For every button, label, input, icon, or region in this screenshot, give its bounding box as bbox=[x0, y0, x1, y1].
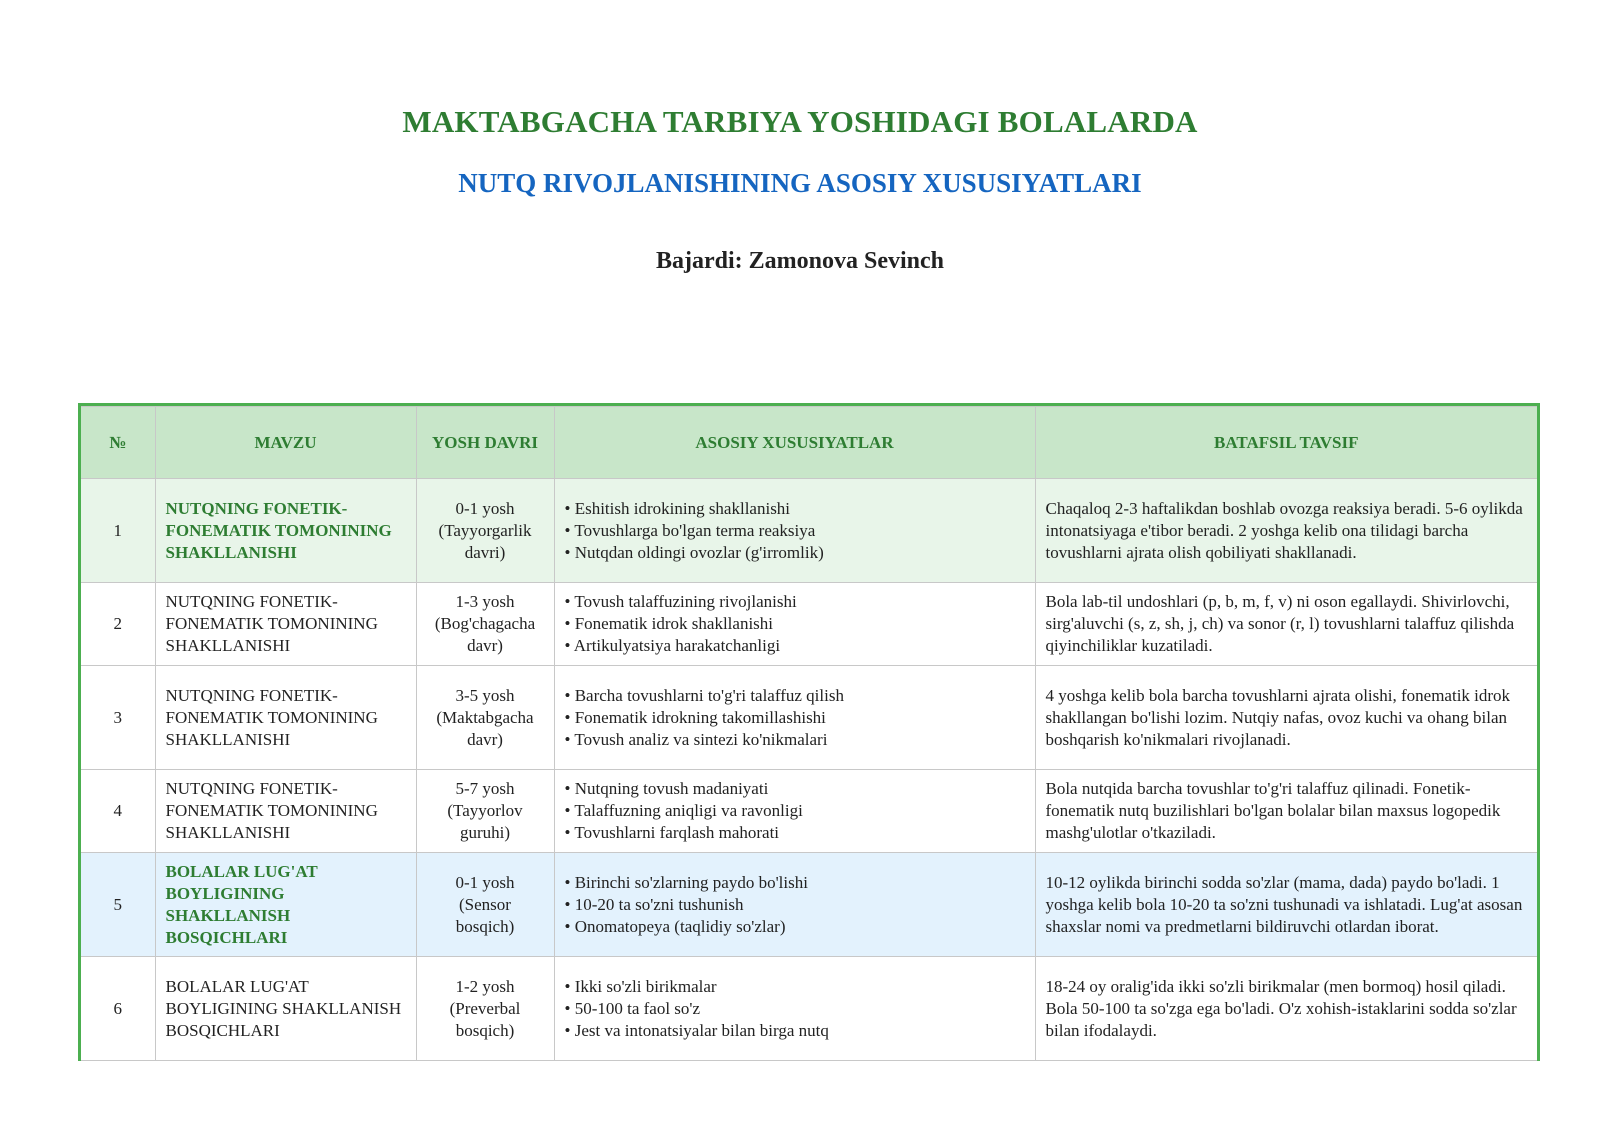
row-number: 1 bbox=[81, 479, 155, 583]
feature-item: • Nutqdan oldingi ovozlar (g'irromlik) bbox=[564, 542, 824, 562]
author-line: Bajardi: Zamonova Sevinch bbox=[655, 248, 945, 274]
header-age-period: YOSH DAVRI bbox=[416, 407, 554, 479]
row-features bbox=[554, 957, 1035, 1061]
table-header-row bbox=[81, 407, 1537, 479]
feature-item: • Nutqning tovush madaniyati bbox=[564, 779, 769, 798]
table-row bbox=[81, 666, 1537, 770]
row-description: Bola lab-til undoshlari (p, b, m, f, v) ni oson egallaydi. Shivirlovchi, sirg'aluvchi (s, z, sh, j, ch) va sonor (r, l) tovushlarni talaffuz qilishda qiyinchiliklar kuzatiladi. bbox=[1035, 583, 1537, 666]
document-subtitle: NUTQ RIVOJLANISHINING ASOSIY XUSUSIYATLARI bbox=[458, 168, 1142, 198]
row-topic: NUTQNING FONETIK-FONEMATIK TOMONINING SHAKLLANISHI bbox=[155, 583, 416, 666]
feature-item: • Tovushlarni farqlash mahorati bbox=[564, 823, 780, 842]
feature-item: • Tovush analiz va sintezi ko'nikmalari bbox=[564, 729, 828, 749]
feature-item: • Tovush talaffuzining rivojlanishi bbox=[564, 592, 797, 611]
row-number: 2 bbox=[81, 583, 155, 666]
feature-item: • 50-100 ta faol so'z bbox=[564, 998, 701, 1018]
age-period-name: (Tayyorgarlik bbox=[438, 520, 532, 540]
row-number: 6 bbox=[81, 957, 155, 1061]
row-topic: NUTQNING FONETIK-FONEMATIK TOMONINING SHAKLLANISHI bbox=[155, 770, 416, 853]
age-period-suffix: guruhi) bbox=[459, 823, 511, 842]
feature-item: • Fonematik idrokning takomillashishi bbox=[564, 707, 826, 727]
table-row bbox=[81, 479, 1537, 583]
table-row bbox=[81, 853, 1537, 957]
feature-item: • Fonematik idrok shakllanishi bbox=[564, 614, 774, 633]
row-number: 3 bbox=[81, 666, 155, 770]
feature-item: • Artikulyatsiya harakatchanligi bbox=[564, 636, 781, 655]
row-features bbox=[554, 583, 1035, 666]
age-range: 0-1 yosh bbox=[455, 498, 515, 518]
row-description: 4 yoshga kelib bola barcha tovushlarni ajrata olishi, fonematik idrok shakllangan bo'lishi lozim. Nutqiy nafas, ovoz kuchi va ohang bilan boshqarish ko'nikmalari rivojlanadi. bbox=[1035, 666, 1537, 770]
row-age bbox=[416, 583, 554, 666]
feature-item: • Jest va intonatsiyalar bilan birga nutq bbox=[564, 1020, 829, 1040]
feature-item: • Birinchi so'zlarning paydo bo'lishi bbox=[564, 872, 808, 892]
row-age bbox=[416, 479, 554, 583]
feature-item: • Tovushlarga bo'lgan terma reaksiya bbox=[564, 520, 816, 540]
row-features bbox=[554, 770, 1035, 853]
features-table-container bbox=[78, 403, 1540, 1061]
age-range: 5-7 yosh bbox=[455, 779, 515, 798]
row-number: 4 bbox=[81, 770, 155, 853]
row-topic: NUTQNING FONETIK-FONEMATIK TOMONINING SHAKLLANISHI bbox=[155, 479, 416, 583]
age-period-name: (Maktabgacha bbox=[436, 707, 534, 727]
row-topic: NUTQNING FONETIK-FONEMATIK TOMONINING SHAKLLANISHI bbox=[155, 666, 416, 770]
table-row bbox=[81, 583, 1537, 666]
feature-item: • Ikki so'zli birikmalar bbox=[564, 976, 717, 996]
row-age bbox=[416, 770, 554, 853]
row-description: Bola nutqida barcha tovushlar to'g'ri talaffuz qilinadi. Fonetik-fonematik nutq buzilishlari bo'lgan bolalar bilan maxsus logopedik mashg'ulotlar o'tkaziladi. bbox=[1035, 770, 1537, 853]
row-description: Chaqaloq 2-3 haftalikdan boshlab ovozga reaksiya beradi. 5-6 oylikda intonatsiyaga e'tibor beradi. 2 yoshga kelib ona tilidagi barcha tovushlarni ajrata olish qobiliyati shakllanadi. bbox=[1035, 479, 1537, 583]
age-period-suffix: bosqich) bbox=[455, 1020, 515, 1040]
feature-item: • 10-20 ta so'zni tushunish bbox=[564, 894, 744, 914]
header-main-features: ASOSIY XUSUSIYATLAR bbox=[554, 407, 1035, 479]
features-table bbox=[81, 406, 1537, 1061]
age-period-name: (Bog'chagacha bbox=[434, 614, 536, 633]
header-detailed-description: BATAFSIL TAVSIF bbox=[1035, 407, 1537, 479]
feature-item: • Barcha tovushlarni to'g'ri talaffuz qilish bbox=[564, 685, 844, 705]
table-body bbox=[81, 479, 1537, 1061]
feature-item: • Talaffuzning aniqligi va ravonligi bbox=[564, 801, 803, 820]
age-period-suffix: davr) bbox=[467, 729, 503, 749]
age-period-suffix: davr) bbox=[467, 636, 503, 655]
header-number: № bbox=[81, 407, 155, 479]
age-range: 3-5 yosh bbox=[455, 685, 515, 705]
age-range: 1-3 yosh bbox=[455, 592, 515, 611]
row-age bbox=[416, 666, 554, 770]
row-description: 10-12 oylikda birinchi sodda so'zlar (mama, dada) paydo bo'ladi. 1 yoshga kelib bola 10-20 ta so'zni tushunadi va ishlatadi. Lug'at asosan shaxslar nomi va predmetlarni bildiruvchi otlardan iborat. bbox=[1035, 853, 1537, 957]
row-topic: BOLALAR LUG'AT BOYLIGINING SHAKLLANISH BOSQICHLARI bbox=[155, 853, 416, 957]
table-row bbox=[81, 770, 1537, 853]
table-row bbox=[81, 957, 1537, 1061]
age-period-name: (Sensor bbox=[459, 894, 511, 914]
row-number: 5 bbox=[81, 853, 155, 957]
row-description: 18-24 oy oralig'ida ikki so'zli birikmalar (men bormoq) hosil qiladi. Bola 50-100 ta so'zga ega bo'ladi. O'z xohish-istaklarini sodda so'zlar bilan ifodalaydi. bbox=[1035, 957, 1537, 1061]
feature-item: • Onomatopeya (taqlidiy so'zlar) bbox=[564, 916, 786, 936]
row-topic: BOLALAR LUG'AT BOYLIGINING SHAKLLANISH BOSQICHLARI bbox=[155, 957, 416, 1061]
age-range: 1-2 yosh bbox=[455, 976, 515, 996]
header-topic: MAVZU bbox=[155, 407, 416, 479]
row-age bbox=[416, 957, 554, 1061]
age-period-suffix: davri) bbox=[464, 542, 506, 562]
document-title: MAKTABGACHA TARBIYA YOSHIDAGI BOLALARDA bbox=[402, 104, 1198, 139]
age-range: 0-1 yosh bbox=[455, 872, 515, 892]
row-features bbox=[554, 853, 1035, 957]
row-features bbox=[554, 479, 1035, 583]
age-period-name: (Tayyorlov bbox=[447, 801, 523, 820]
row-features bbox=[554, 666, 1035, 770]
row-age bbox=[416, 853, 554, 957]
feature-item: • Eshitish idrokining shakllanishi bbox=[564, 498, 791, 518]
age-period-name: (Preverbal bbox=[449, 998, 521, 1018]
age-period-suffix: bosqich) bbox=[455, 916, 515, 936]
